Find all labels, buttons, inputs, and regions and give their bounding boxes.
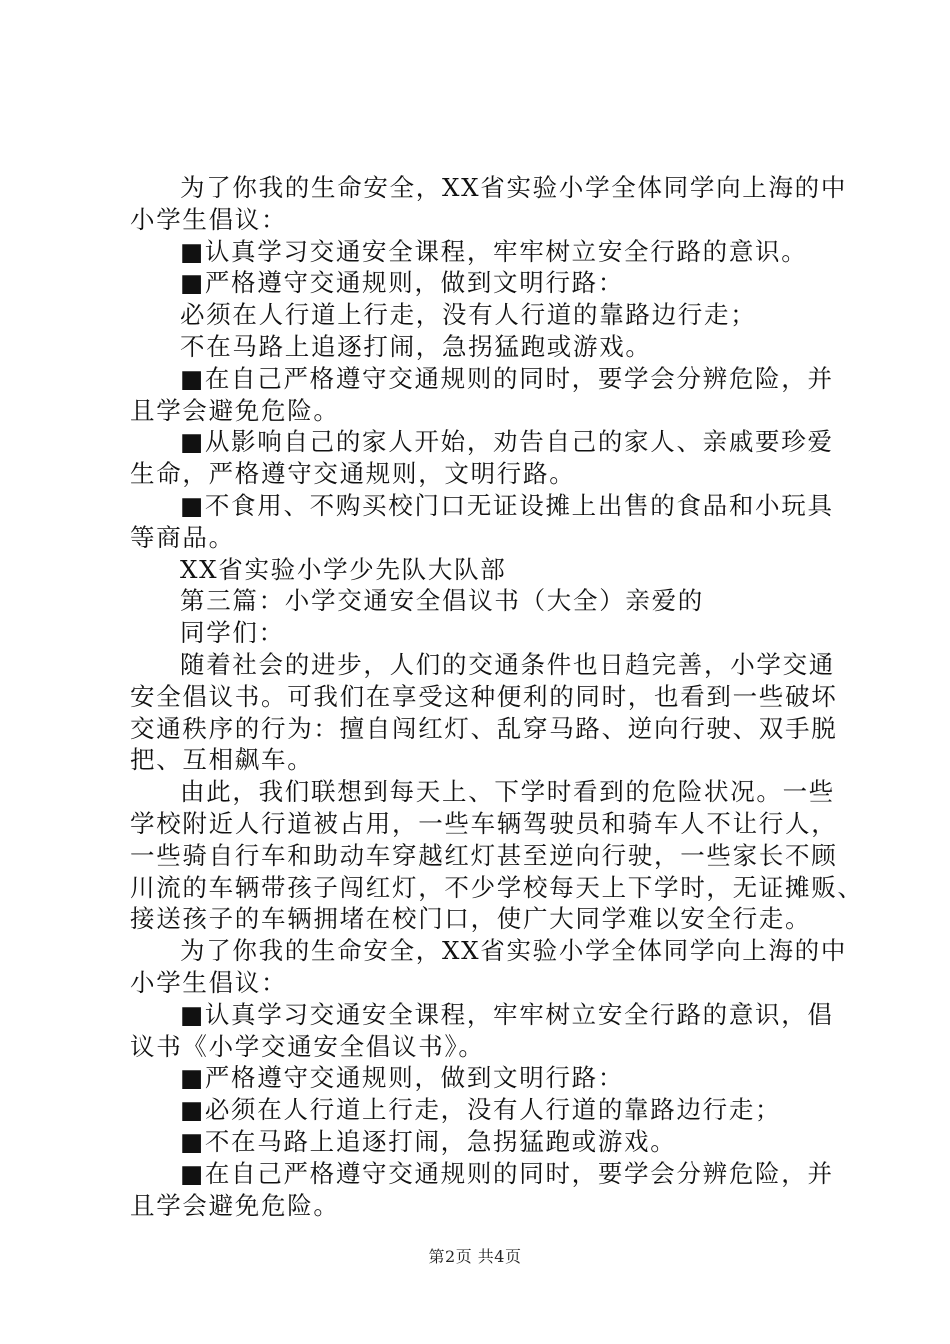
text-line: 必须在人行道上行走，没有人行道的靠路边行走； bbox=[180, 300, 757, 330]
text-line: 学校附近人行道被占用，一些车辆驾驶员和骑车人不让行人， bbox=[130, 808, 838, 838]
text-line: ■不食用、不购买校门口无证设摊上出售的食品和小玩具 bbox=[180, 490, 834, 520]
text-line: 且学会避免危险。 bbox=[130, 395, 340, 425]
text-line: 随着社会的进步，人们的交通条件也日趋完善，小学交通 bbox=[180, 649, 835, 679]
text-line: ■严格遵守交通规则，做到文明行路： bbox=[180, 268, 625, 298]
text-line: ■在自己严格遵守交通规则的同时，要学会分辨危险，并 bbox=[180, 363, 834, 393]
text-line: ■认真学习交通安全课程，牢牢树立安全行路的意识，倡 bbox=[180, 999, 834, 1029]
text-line: 安全倡议书。可我们在享受这种便利的同时，也看到一些破坏 bbox=[130, 681, 838, 711]
text-line: ■认真学习交通安全课程，牢牢树立安全行路的意识。 bbox=[180, 236, 808, 266]
text-line: 交通秩序的行为：擅自闯红灯、乱穿马路、逆向行驶、双手脱 bbox=[130, 713, 838, 743]
text-line: 等商品。 bbox=[130, 522, 235, 552]
text-line: 生命，严格遵守交通规则，文明行路。 bbox=[130, 459, 576, 489]
document-body bbox=[130, 172, 864, 1221]
section-heading: 第三篇：小学交通安全倡议书（大全）亲爱的 bbox=[180, 586, 704, 616]
text-line: ■在自己严格遵守交通规则的同时，要学会分辨危险，并 bbox=[180, 1158, 834, 1188]
text-line: 由此，我们联想到每天上、下学时看到的危险状况。一些 bbox=[180, 777, 835, 807]
text-line: 小学生倡议： bbox=[130, 204, 288, 234]
text-line: ■不在马路上追逐打闹，急拐猛跑或游戏。 bbox=[180, 1126, 677, 1156]
text-line: ■必须在人行道上行走，没有人行道的靠路边行走； bbox=[180, 1095, 782, 1125]
text-line: 一些骑自行车和助动车穿越红灯甚至逆向行驶，一些家长不顾 bbox=[130, 840, 838, 870]
signature-line: XX省实验小学少先队大队部 bbox=[180, 554, 507, 584]
text-line: 把、互相飙车。 bbox=[130, 745, 314, 775]
text-line: 川流的车辆带孩子闯红灯，不少学校每天上下学时，无证摊贩、 bbox=[130, 872, 864, 902]
text-line: 不在马路上追逐打闹，急拐猛跑或游戏。 bbox=[180, 331, 652, 361]
text-line: 议书《小学交通安全倡议书》。 bbox=[130, 1031, 485, 1061]
salutation-line: 同学们： bbox=[180, 618, 285, 648]
page-number-footer: 第2页 共4页 bbox=[428, 1247, 522, 1266]
text-line: ■严格遵守交通规则，做到文明行路： bbox=[180, 1063, 625, 1093]
text-line: 接送孩子的车辆拥堵在校门口，使广大同学难以安全行走。 bbox=[130, 904, 812, 934]
text-line: 且学会避免危险。 bbox=[130, 1190, 340, 1220]
text-line: 小学生倡议： bbox=[130, 967, 288, 997]
text-line: 为了你我的生命安全，XX省实验小学全体同学向上海的中 bbox=[180, 936, 848, 966]
text-line: ■从影响自己的家人开始，劝告自己的家人、亲戚要珍爱 bbox=[180, 427, 834, 457]
text-line: 为了你我的生命安全，XX省实验小学全体同学向上海的中 bbox=[180, 173, 848, 202]
